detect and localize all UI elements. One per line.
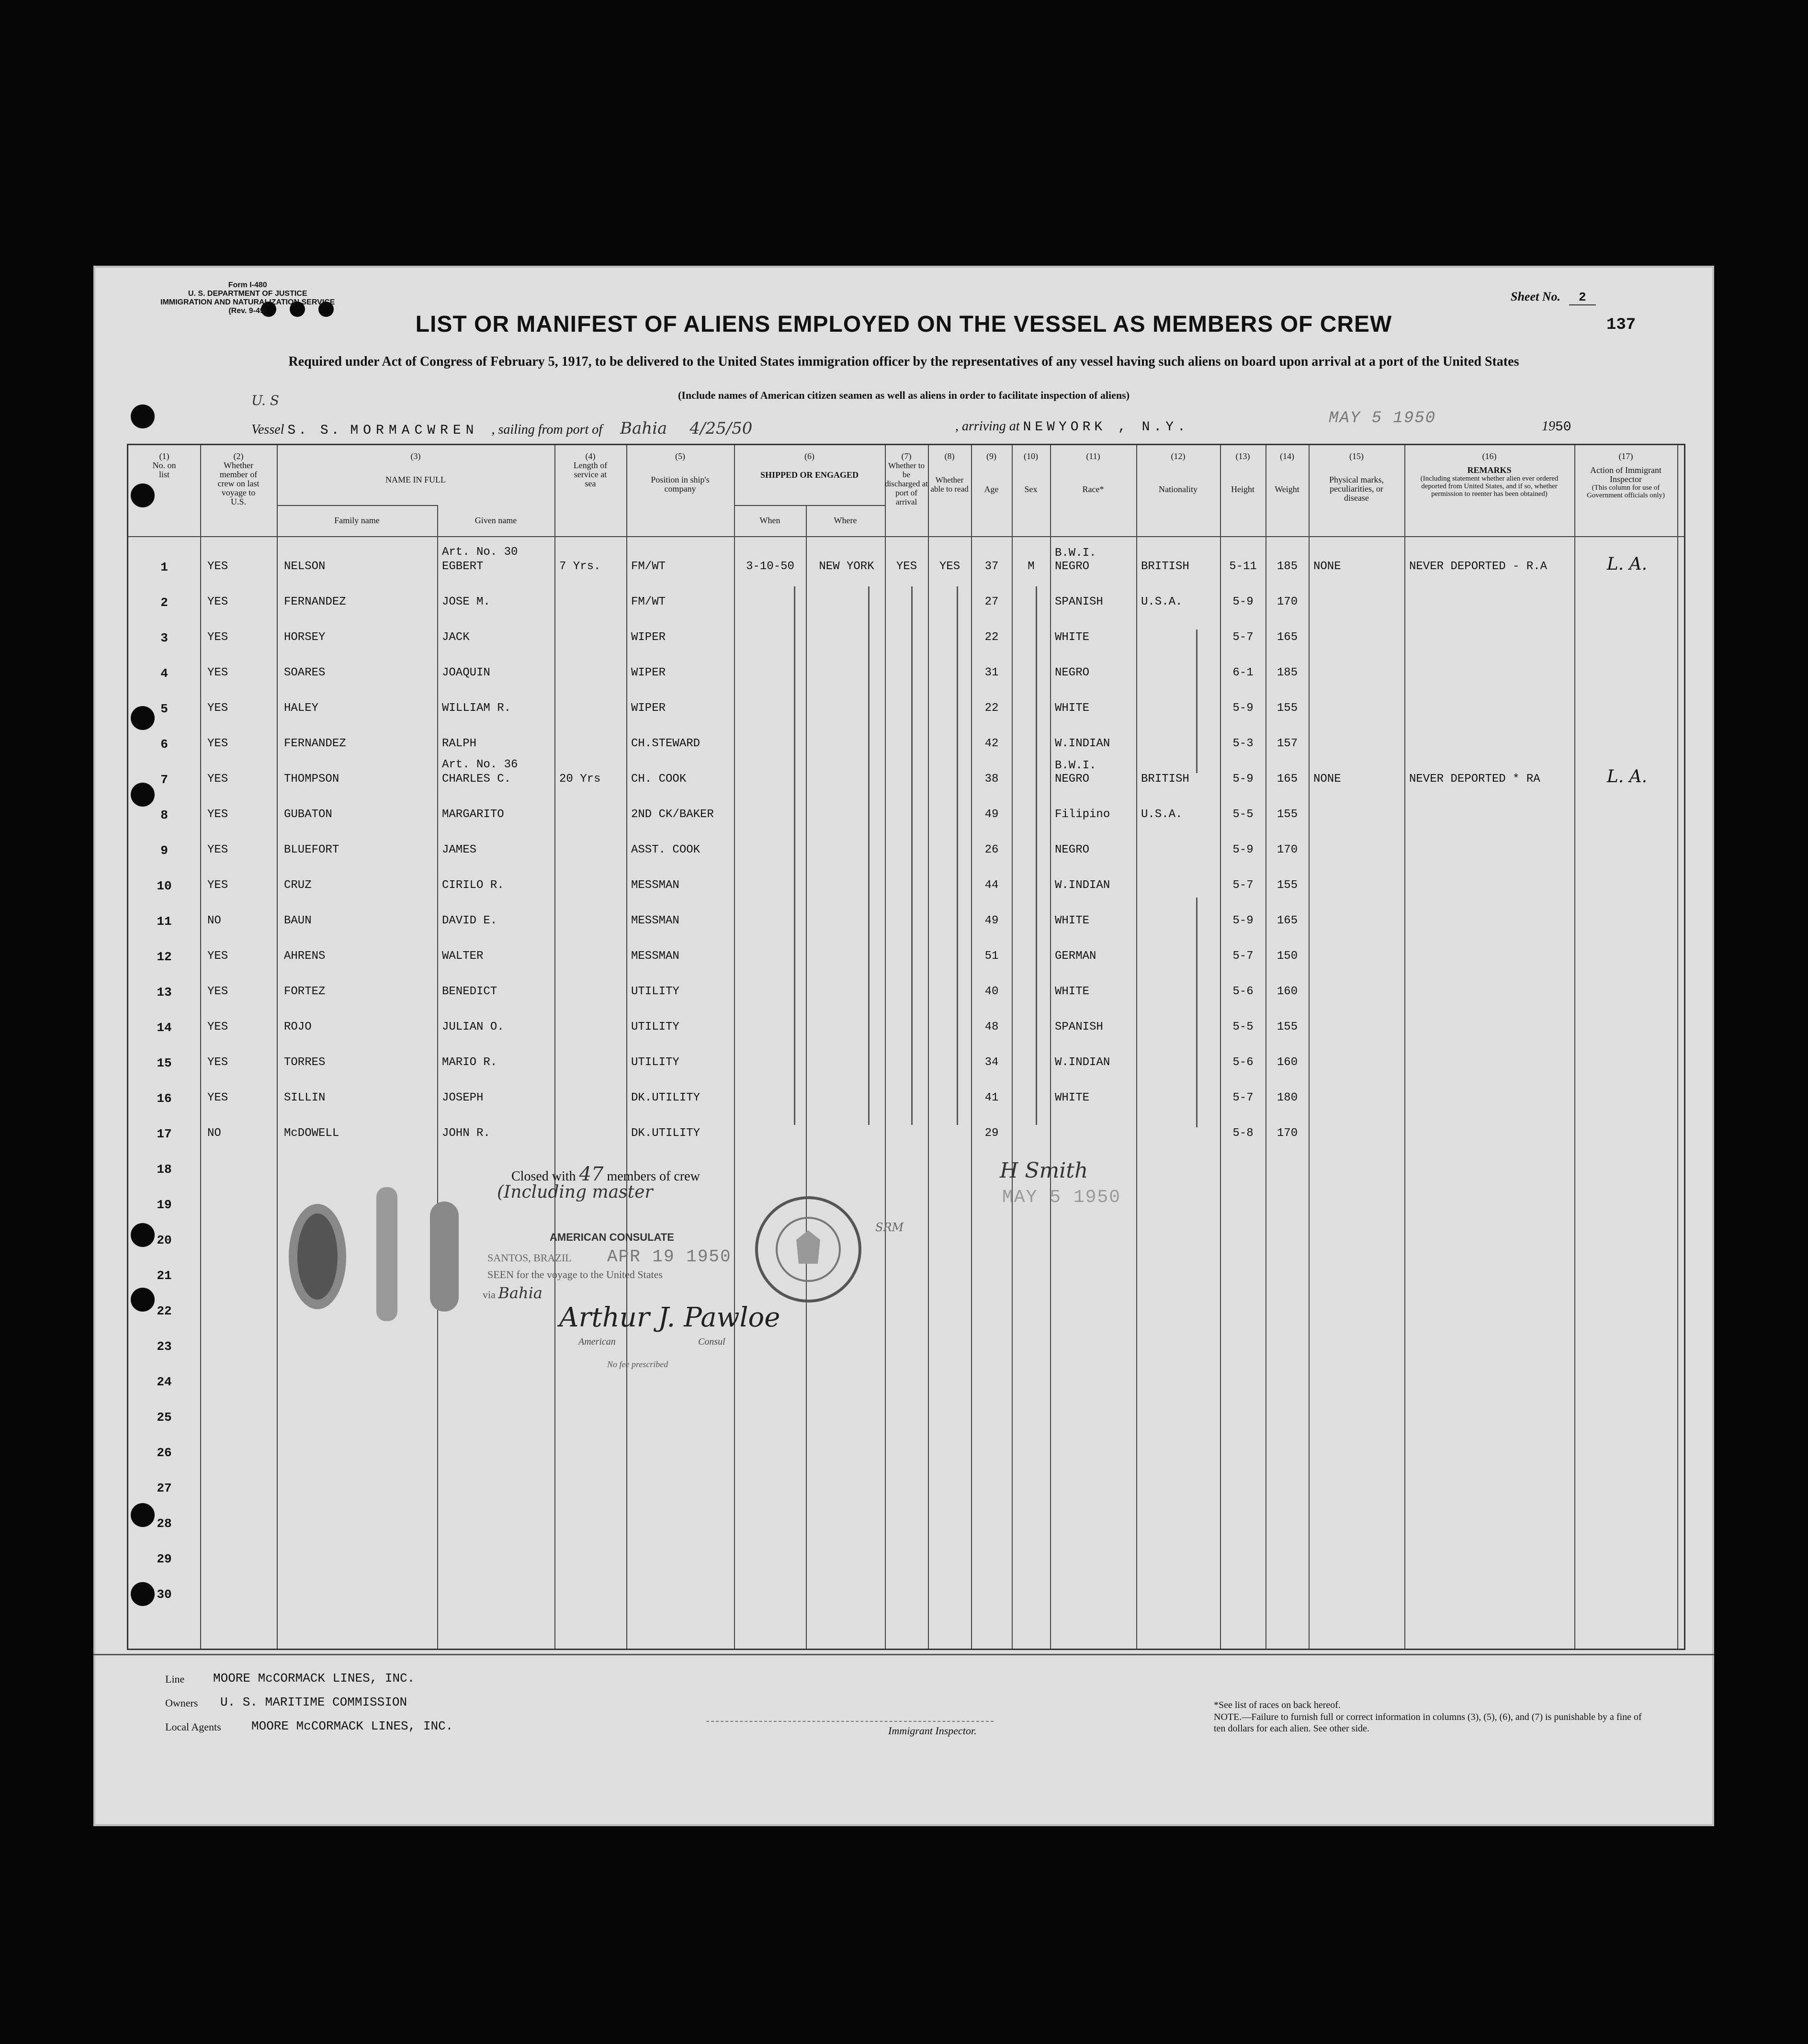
cell-no: 7 [160,773,168,787]
seen-line: SEEN for the voyage to the United States [487,1269,663,1280]
cell-weight: 160 [1277,1056,1298,1069]
cell-prev: YES [207,1056,228,1069]
cell-age: 51 [984,950,999,963]
cell-position: UTILITY [631,985,679,998]
consulate-date-stamp: APR 19 1950 [607,1247,732,1267]
cell-family: SILLIN [284,1091,326,1104]
cell-position: DK.UTILITY [631,1091,701,1104]
cell-age: 26 [984,843,999,856]
cell-position: WIPER [631,666,666,679]
cell-weight: 165 [1277,631,1298,644]
cell-race: W.INDIAN [1055,737,1110,750]
cell-position: MESSMAN [631,879,679,892]
closed-pre: Closed with [511,1169,576,1184]
include-note: (Include names of American citizen seamen as well as aliens in order to facilitate inspection of aliens) [678,389,1130,401]
cell-race: WHITE [1055,985,1090,998]
cell-no: 16 [157,1091,172,1106]
arriving-port: NEWYORK , N.Y. [1023,420,1189,435]
cell-when: 3-10-50 [746,560,794,573]
cell-position: UTILITY [631,1056,679,1069]
including-master: (Including master [497,1182,653,1202]
cell-height: 5-7 [1232,950,1254,963]
cell-weight: 160 [1277,985,1298,998]
line-label: Line [165,1673,185,1685]
cell-given: JULIAN O. [442,1021,504,1033]
cell-weight: 155 [1277,808,1298,821]
cell-position: FM/WT [631,595,666,608]
cell-height: 5-7 [1232,1091,1254,1104]
cell-prev: YES [207,560,228,573]
row-number: 29 [157,1552,172,1566]
row-number: 18 [157,1162,172,1177]
cell-service: 20 Yrs [559,773,601,786]
col-11-header: (11) Race* [1082,451,1104,494]
sailing-port: Bahia [620,419,667,438]
cell-family: HALEY [284,702,319,715]
cell-position: ASST. COOK [631,843,701,856]
row-number: 20 [157,1233,172,1247]
cell-family: FERNANDEZ [284,595,346,608]
cell-family: AHRENS [284,950,326,963]
cell-race: NEGRO [1055,560,1090,573]
col-13-header: (13) Height [1231,451,1254,494]
cell-race: WHITE [1055,631,1090,644]
cell-given: MARIO R. [442,1056,497,1069]
cell-family: NELSON [284,560,326,573]
shipped-when-header: When [759,516,780,525]
cell-nationality: U.S.A. [1141,595,1183,608]
cell-sex: M [1028,560,1035,573]
consulate-place: SANTOS, BRAZIL [487,1252,572,1264]
col-2-header: (2) Whether member of crew on last voyage to U.S. [217,451,260,506]
cell-family: ROJO [284,1021,312,1033]
cell-race: NEGRO [1055,843,1090,856]
cell-race: WHITE [1055,914,1090,927]
inspector-label: Immigrant Inspector. [888,1725,977,1737]
cell-height: 5-11 [1229,560,1257,573]
cell-no: 6 [160,737,168,752]
form-identifier [160,281,335,315]
cell-height: 5-7 [1232,879,1254,892]
cell-race: NEGRO [1055,773,1090,786]
cell-nationality: BRITISH [1141,773,1189,786]
cell-prev: NO [207,914,221,927]
inspector-signature: H Smith [1000,1158,1088,1183]
cell-position: WIPER [631,631,666,644]
cell-prev: YES [207,843,228,856]
cell-age: 41 [984,1091,999,1104]
sheet-value: 2 [1569,290,1596,305]
cell-weight: 170 [1277,595,1298,608]
cell-weight: 150 [1277,950,1298,963]
cell-weight: 170 [1277,843,1298,856]
cell-position: DK.UTILITY [631,1127,701,1140]
col-12-header: (12) Nationality [1159,451,1198,494]
page-number: 137 [1606,316,1636,334]
given-name-header: Given name [475,516,517,525]
cell-prev: YES [207,773,228,786]
revision-line: (Rev. 9-49) [228,307,267,315]
cell-age: 29 [984,1127,999,1140]
row-number: 27 [157,1481,172,1495]
cell-position: CH. COOK [631,773,687,786]
cell-age: 48 [984,1021,999,1033]
article-number: Art. No. 30 [442,546,518,559]
cell-nationality: BRITISH [1141,560,1189,573]
row-number: 30 [157,1587,172,1602]
cell-weight: 155 [1277,879,1298,892]
cell-given: JOSE M. [442,595,490,608]
cell-weight: 185 [1277,666,1298,679]
cell-given: JAMES [442,843,477,856]
cell-no: 14 [157,1021,172,1035]
cell-prev: YES [207,595,228,608]
year-value: 50 [1555,420,1571,435]
cell-given: WILLIAM R. [442,702,511,715]
cell-marks: NONE [1313,773,1341,786]
cell-race: GERMAN [1055,950,1096,963]
cell-age: 22 [984,702,999,715]
cell-no: 2 [160,595,168,610]
cell-position: FM/WT [631,560,666,573]
cell-prev: YES [207,1091,228,1104]
row-number: 23 [157,1339,172,1354]
cell-prev: YES [207,666,228,679]
cell-race: W.INDIAN [1055,879,1110,892]
row-number: 26 [157,1446,172,1460]
page-subtitle: Required under Act of Congress of February 5, 1917, to be delivered to the United States immigration officer by the representatives of any vessel having such aliens on board upon arrival at a port of the United States [288,354,1519,369]
cell-given: CIRILO R. [442,879,504,892]
cell-height: 5-9 [1232,595,1254,608]
via-value: Bahia [498,1284,542,1302]
cell-given: JACK [442,631,470,644]
row-number: 24 [157,1375,172,1389]
cell-where: NEW YORK [819,560,874,573]
vessel-line [251,419,752,438]
article-number: Art. No. 36 [442,758,518,771]
cell-height: 5-5 [1232,1021,1254,1033]
col-10-header: (10) Sex [1024,451,1038,494]
row-number: 21 [157,1269,172,1283]
cell-age: 34 [984,1056,999,1069]
closed-number: 47 [579,1163,604,1185]
cell-no: 13 [157,985,172,1000]
cell-no: 3 [160,631,168,645]
cell-given: JOHN R. [442,1127,490,1140]
vessel-name: MORMACWREN [350,423,479,438]
race-prefix: B.W.I. [1055,759,1096,772]
no-fee-note: No fee prescribed [607,1359,668,1369]
department-line: U. S. DEPARTMENT OF JUSTICE [188,290,307,298]
cell-race: SPANISH [1055,595,1103,608]
arrival-date-stamp: MAY 5 1950 [1329,409,1436,427]
cell-nationality: U.S.A. [1141,808,1183,821]
cell-position: CH.STEWARD [631,737,701,750]
cell-race: W.INDIAN [1055,1056,1110,1069]
cell-height: 5-8 [1232,1127,1254,1140]
year-label: 19 [1542,419,1555,434]
cell-position: MESSMAN [631,950,679,963]
cell-given: JOAQUIN [442,666,490,679]
cell-no: 12 [157,950,172,964]
col-17-header: (17) Action of Immigrant Inspector (This column for use of Government officials only) [1586,451,1665,499]
row-number: 28 [157,1516,172,1531]
col-6-header: (6) SHIPPED OR ENGAGED [760,451,859,480]
cell-read: YES [939,560,960,573]
initials-stamp: SRM [875,1221,904,1234]
vessel-label: Vessel [251,422,284,437]
cell-prev: YES [207,808,228,821]
cell-height: 5-9 [1232,914,1254,927]
cell-race: WHITE [1055,1091,1090,1104]
cell-family: THOMPSON [284,773,339,786]
form-number: Form I-480 [228,281,267,289]
cell-family: McDOWELL [284,1127,339,1140]
sheet-number [1511,290,1596,304]
agents-label: Local Agents [165,1721,221,1733]
cell-action: L. A. [1606,554,1648,574]
cell-family: BLUEFORT [284,843,339,856]
cell-no: 9 [160,843,168,858]
cell-age: 49 [984,914,999,927]
agents-value: MOORE McCORMACK LINES, INC. [251,1719,453,1733]
cell-age: 44 [984,879,999,892]
row-number: 22 [157,1304,172,1318]
row-number: 19 [157,1198,172,1212]
manifest-sheet [93,266,1714,1826]
cell-family: CRUZ [284,879,312,892]
inspector-date-stamp: MAY 5 1950 [1002,1187,1121,1208]
col-7-header: (7) Whether to be discharged at port of arrival [885,451,928,506]
cell-marks: NONE [1313,560,1341,573]
col-15-header: (15) Physical marks, peculiarities, or disease [1329,451,1384,503]
col-5-header: (5) Position in ship's company [651,451,710,494]
arriving-line [955,419,1189,435]
col-14-header: (14) Weight [1275,451,1300,494]
sailing-label: , sailing from port of [491,422,603,437]
via-label: via [483,1289,496,1301]
cell-prev: NO [207,1127,221,1140]
cell-given: WALTER [442,950,484,963]
col-16-header: (16) REMARKS (Including statement whether alien ever ordered deported from United States, and if so, whether permission to reenter has been obtained) [1420,451,1559,498]
col-9-header: (9) Age [984,451,999,494]
service-line: IMMIGRATION AND NATURALIZATION SERVICE [160,298,335,306]
cell-race: NEGRO [1055,666,1090,679]
cell-given: RALPH [442,737,477,750]
cell-no: 10 [157,879,172,893]
cell-age: 31 [984,666,999,679]
race-prefix: B.W.I. [1055,547,1096,560]
consulate-stamp-title: AMERICAN CONSULATE [550,1231,674,1243]
cell-given: MARGARITO [442,808,504,821]
cell-remarks: NEVER DEPORTED - R.A [1409,560,1548,573]
cell-weight: 155 [1277,702,1298,715]
cell-prev: YES [207,702,228,715]
via-line [483,1284,542,1302]
us-handwritten [251,393,279,409]
cell-weight: 165 [1277,773,1298,786]
cell-prev: YES [207,1021,228,1033]
seal-ribbon-icon [282,1192,353,1321]
vessel-prefix: S. S. [287,423,342,438]
seal-strip-icon [425,1202,463,1312]
cell-prev: YES [207,737,228,750]
family-name-header: Family name [334,516,380,525]
cell-age: 27 [984,595,999,608]
cell-weight: 165 [1277,914,1298,927]
cell-no: 15 [157,1056,172,1070]
cell-weight: 180 [1277,1091,1298,1104]
races-note: *See list of races on back hereof. [1214,1700,1341,1710]
cell-weight: 157 [1277,737,1298,750]
cell-prev: YES [207,879,228,892]
cell-age: 42 [984,737,999,750]
page-title: LIST OR MANIFEST OF ALIENS EMPLOYED ON THE VESSEL AS MEMBERS OF CREW [415,312,1392,337]
cell-position: UTILITY [631,1021,679,1033]
cell-family: TORRES [284,1056,326,1069]
penalty-note: NOTE.—Failure to furnish full or correct information in columns (3), (5), (6), and (7) is punishable by a fine of ten dollars for each alien. See other side. [1214,1712,1642,1734]
owners-label: Owners [165,1697,198,1709]
arriving-label: , arriving at [955,419,1020,434]
cell-weight: 155 [1277,1021,1298,1033]
cell-no: 8 [160,808,168,822]
us-handwritten-text: U. S [251,393,280,408]
cell-no: 11 [157,914,172,929]
binder-hole [131,404,155,428]
cell-no: 1 [160,560,168,574]
cell-race: Filipino [1055,808,1110,821]
cell-discharged: YES [896,560,917,573]
cell-action: L. A. [1606,767,1648,786]
cell-height: 5-9 [1232,773,1254,786]
cell-given: JOSEPH [442,1091,484,1104]
cell-family: SOARES [284,666,326,679]
cell-race: WHITE [1055,702,1090,715]
owners-value: U. S. MARITIME COMMISSION [220,1695,407,1709]
cell-age: 38 [984,773,999,786]
cell-no: 5 [160,702,168,716]
cell-given: DAVID E. [442,914,497,927]
cell-height: 5-6 [1232,985,1254,998]
line-value: MOORE McCORMACK LINES, INC. [213,1671,415,1685]
consulate-seal-icon [751,1192,866,1307]
cell-height: 5-5 [1232,808,1254,821]
closed-post: members of crew [607,1169,700,1184]
crew-table [127,444,1685,1650]
shipped-where-header: Where [834,516,857,525]
cell-position: 2ND CK/BAKER [631,808,714,821]
year-field [1542,419,1571,435]
cell-weight: 170 [1277,1127,1298,1140]
cell-height: 5-9 [1232,843,1254,856]
cell-given: BENEDICT [442,985,497,998]
cell-family: FERNANDEZ [284,737,346,750]
row-number: 25 [157,1410,172,1425]
cell-height: 5-6 [1232,1056,1254,1069]
cell-height: 5-3 [1232,737,1254,750]
sailing-date: 4/25/50 [689,419,753,438]
cell-prev: YES [207,950,228,963]
cell-age: 22 [984,631,999,644]
cell-given: CHARLES C. [442,773,511,786]
col-1-header: (1) No. on list [152,451,176,479]
cell-family: FORTEZ [284,985,326,998]
cell-service: 7 Yrs. [559,560,601,573]
cell-age: 40 [984,985,999,998]
american-label: American [578,1336,616,1347]
cell-family: HORSEY [284,631,326,644]
cell-position: MESSMAN [631,914,679,927]
col-8-header: (8) Whether able to read [930,451,969,494]
cell-height: 5-9 [1232,702,1254,715]
cell-given: EGBERT [442,560,484,573]
cell-race: SPANISH [1055,1021,1103,1033]
cell-height: 5-7 [1232,631,1254,644]
cell-prev: YES [207,985,228,998]
cell-family: BAUN [284,914,312,927]
cell-age: 49 [984,808,999,821]
cell-no: 17 [157,1127,172,1141]
sheet-label: Sheet No. [1511,290,1560,303]
cell-remarks: NEVER DEPORTED * RA [1409,773,1540,786]
consul-label: Consul [698,1336,725,1347]
cell-height: 6-1 [1232,666,1254,679]
cell-position: WIPER [631,702,666,715]
seal-strip-icon [373,1187,401,1321]
consul-signature: Arthur J. Pawloe [559,1302,780,1333]
col-4-header: (4) Length of service at sea [573,451,608,488]
cell-no: 4 [160,666,168,681]
cell-weight: 185 [1277,560,1298,573]
col-3-header: (3) NAME IN FULL [385,451,446,484]
cell-family: GUBATON [284,808,332,821]
cell-prev: YES [207,631,228,644]
cell-age: 37 [984,560,999,573]
